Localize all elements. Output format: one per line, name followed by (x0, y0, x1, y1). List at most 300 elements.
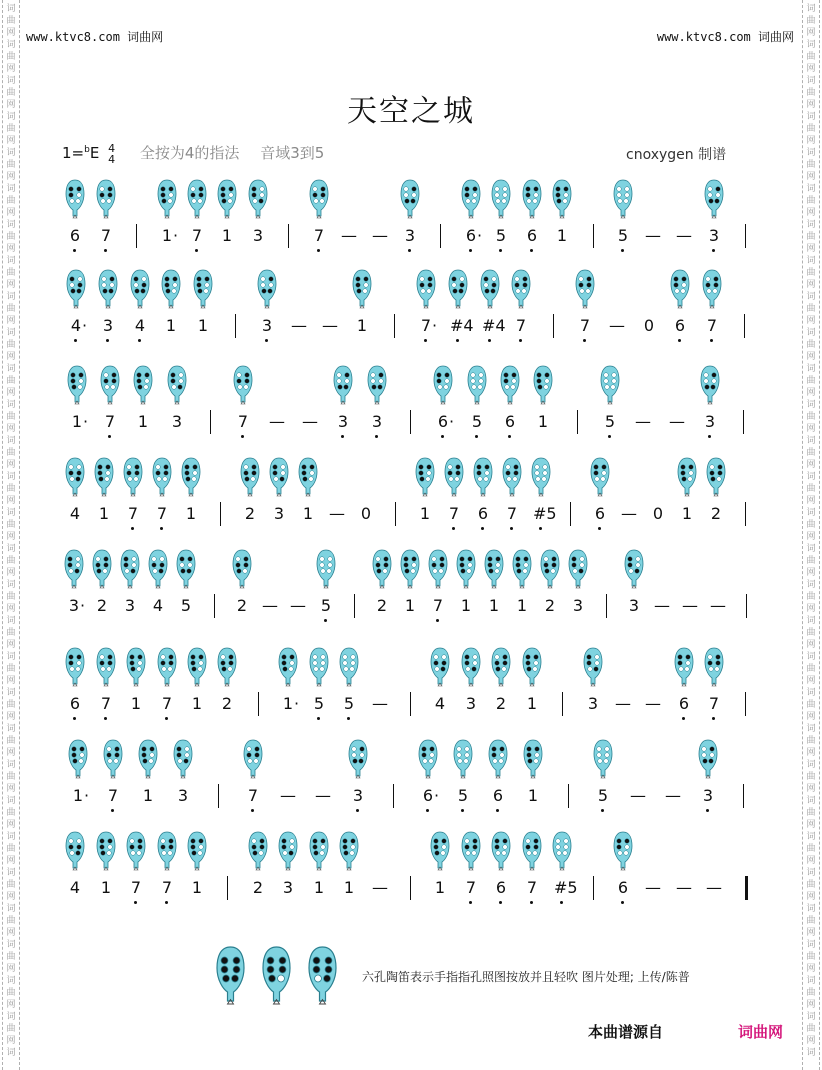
ocarina-fingering-icon (703, 178, 725, 220)
note-text: 7 (515, 316, 527, 335)
note-text: — (710, 596, 726, 615)
note-text: 7 (420, 316, 432, 335)
note-text: 7 (104, 412, 116, 431)
ocarina-fingering-icon (490, 830, 512, 872)
note (66, 596, 86, 615)
note-text: 1 (142, 786, 154, 805)
note-text: 1 (165, 316, 177, 335)
watermark-glyph: 曲 (6, 772, 16, 782)
sustain-dash (329, 504, 345, 523)
barline (220, 502, 221, 526)
flat-sign: b (84, 145, 90, 155)
watermark-glyph: 曲 (806, 412, 816, 422)
watermark-glyph: 网 (806, 748, 816, 758)
note-text: 4 (70, 316, 82, 335)
watermark-glyph: 词 (806, 652, 816, 662)
note-text: 3 (337, 412, 349, 431)
note (311, 694, 327, 713)
note-text: #5 (554, 878, 578, 897)
note-text: 1 (161, 226, 173, 245)
note (533, 504, 557, 523)
watermark-glyph: 曲 (806, 628, 816, 638)
ocarina-fingering-icon (93, 456, 115, 498)
note (525, 786, 541, 805)
low-octave-dot (265, 339, 268, 342)
note-text: 7 (100, 226, 112, 245)
barline (288, 224, 289, 248)
low-octave-dot (621, 249, 624, 252)
watermark-glyph: 词 (6, 328, 16, 338)
watermark-glyph: 词 (6, 580, 16, 590)
ocarina-fingering-icon (521, 646, 543, 688)
ocarina-fingering-icon (551, 178, 573, 220)
note-text: 5 (343, 694, 355, 713)
ocarina-fingering-icon (701, 268, 723, 310)
watermark-glyph: 网 (6, 424, 16, 434)
note (235, 412, 251, 431)
notation-row (60, 692, 760, 722)
watermark-glyph: 网 (6, 316, 16, 326)
watermark-glyph: 曲 (806, 232, 816, 242)
note-text: 5 (617, 226, 629, 245)
ocarina-fingering-icon (156, 178, 178, 220)
note-text: 3 (704, 412, 716, 431)
legend-ocarina-icon (260, 944, 293, 1014)
note-text: 0 (643, 316, 655, 335)
sustain-dash (372, 694, 388, 713)
augmentation-dot: · (449, 412, 455, 431)
site-link-right[interactable]: www.ktvc8.com 词曲网 (656, 30, 794, 44)
barline (258, 692, 259, 716)
note (102, 412, 118, 431)
watermark-glyph: 网 (806, 928, 816, 938)
note (602, 412, 618, 431)
watermark-glyph: 词 (6, 4, 16, 14)
ocarina-fingering-icon (64, 646, 86, 688)
watermark-glyph: 词 (6, 904, 16, 914)
watermark-glyph: 网 (806, 712, 816, 722)
ocarina-fingering-icon (132, 364, 154, 406)
ocarina-fingering-icon (599, 364, 621, 406)
note-text: 6 (477, 504, 489, 523)
watermark-glyph: 词 (6, 652, 16, 662)
note (463, 878, 479, 897)
ocarina-fingering-icon (156, 830, 178, 872)
low-octave-dot (708, 435, 711, 438)
watermark-glyph: 曲 (6, 1024, 16, 1034)
low-octave-dot (678, 339, 681, 342)
note-text: 1 (191, 694, 203, 713)
note (98, 226, 114, 245)
barline (235, 314, 236, 338)
low-octave-dot (682, 717, 685, 720)
watermark-glyph: 曲 (6, 844, 16, 854)
note (159, 878, 175, 897)
watermark-glyph: 曲 (6, 556, 16, 566)
ocarina-fingering-icon (452, 738, 474, 780)
sustain-dash (609, 316, 625, 335)
low-octave-dot (456, 339, 459, 342)
barline (746, 594, 747, 618)
sustain-dash (302, 412, 318, 431)
note (245, 786, 261, 805)
note-text: — (621, 504, 637, 523)
watermark-glyph: 曲 (6, 448, 16, 458)
low-octave-dot (104, 249, 107, 252)
low-octave-dot (251, 809, 254, 812)
watermark-glyph: 曲 (806, 520, 816, 530)
barline (577, 410, 578, 434)
note-text: 2 (252, 878, 264, 897)
note-text: 7 (107, 786, 119, 805)
low-octave-dot (341, 435, 344, 438)
watermark-glyph: 词 (806, 580, 816, 590)
note (250, 878, 266, 897)
song-title: 天空之城 (347, 94, 475, 129)
note-text: 2 (244, 504, 256, 523)
watermark-glyph: 网 (806, 856, 816, 866)
fingering-row (60, 548, 760, 594)
watermark-glyph: 网 (6, 568, 16, 578)
note-text: — (630, 786, 646, 805)
notation-row (60, 224, 760, 254)
low-octave-dot (317, 249, 320, 252)
watermark-glyph: 曲 (806, 772, 816, 782)
note (672, 316, 688, 335)
watermark-glyph: 网 (6, 1036, 16, 1046)
ocarina-fingering-icon (186, 830, 208, 872)
watermark-glyph: 曲 (806, 952, 816, 962)
watermark-glyph: 曲 (806, 16, 816, 26)
note-text: 5 (597, 786, 609, 805)
low-octave-dot (165, 901, 168, 904)
note-text: 6 (504, 412, 516, 431)
watermark-glyph: 网 (6, 820, 16, 830)
ocarina-fingering-icon (366, 364, 388, 406)
watermark-glyph: 网 (806, 892, 816, 902)
low-octave-dot (499, 249, 502, 252)
note (234, 596, 250, 615)
note-text: 3 (252, 226, 264, 245)
low-octave-dot (530, 249, 533, 252)
sustain-dash (615, 694, 631, 713)
ocarina-fingering-icon (490, 646, 512, 688)
barline (743, 784, 744, 808)
note (259, 316, 275, 335)
note (493, 694, 509, 713)
fingering-legend (214, 944, 344, 1014)
watermark-glyph: 曲 (6, 952, 16, 962)
ocarina-fingering-icon (97, 268, 119, 310)
note (354, 316, 370, 335)
watermark-glyph: 词 (6, 724, 16, 734)
note-text: 1 (313, 878, 325, 897)
ocarina-fingering-icon (532, 364, 554, 406)
watermark-glyph: 曲 (6, 412, 16, 422)
note-text: 4 (134, 316, 146, 335)
ocarina-fingering-icon (490, 178, 512, 220)
note-text: 6 (437, 412, 449, 431)
note (105, 786, 121, 805)
ocarina-fingering-icon (612, 178, 634, 220)
ocarina-fingering-icon (567, 548, 589, 590)
note-text: 1 (98, 504, 110, 523)
low-octave-dot (583, 339, 586, 342)
note-text: #4 (482, 316, 506, 335)
ocarina-fingering-icon (338, 646, 360, 688)
low-octave-dot (539, 527, 542, 530)
watermark-glyph: 词 (806, 832, 816, 842)
watermark-glyph: 网 (806, 964, 816, 974)
ocarina-fingering-icon (308, 178, 330, 220)
note (446, 504, 462, 523)
watermark-glyph: 网 (6, 964, 16, 974)
note (318, 596, 334, 615)
low-octave-dot (510, 527, 513, 530)
watermark-glyph: 网 (806, 136, 816, 146)
note (98, 694, 114, 713)
ocarina-fingering-icon (99, 364, 121, 406)
note-text: 4 (69, 878, 81, 897)
ocarina-fingering-icon (64, 178, 86, 220)
barline (393, 784, 394, 808)
low-octave-dot (452, 527, 455, 530)
ocarina-fingering-icon (247, 178, 269, 220)
note (140, 786, 156, 805)
fingering-row (60, 646, 760, 692)
watermark-glyph: 曲 (806, 556, 816, 566)
watermark-glyph: 词 (6, 760, 16, 770)
watermark-glyph: 曲 (6, 700, 16, 710)
ocarina-fingering-icon (95, 830, 117, 872)
note-text: 1 (681, 504, 693, 523)
note (154, 504, 170, 523)
note-text: 6 (617, 878, 629, 897)
barline (227, 876, 228, 900)
ocarina-fingering-icon (417, 738, 439, 780)
note (67, 694, 83, 713)
watermark-glyph: 词 (806, 112, 816, 122)
note-text: — (682, 596, 698, 615)
watermark-glyph: 词 (806, 508, 816, 518)
note-text: 6 (69, 694, 81, 713)
watermark-glyph: 网 (806, 28, 816, 38)
fingering-row (60, 364, 760, 410)
watermark-glyph: 网 (806, 424, 816, 434)
ocarina-fingering-icon (186, 178, 208, 220)
sustain-dash (665, 786, 681, 805)
watermark-glyph: 网 (6, 640, 16, 650)
watermark-glyph: 词 (806, 4, 816, 14)
low-octave-dot (111, 809, 114, 812)
time-beats: 4 (108, 141, 116, 155)
note-text: 6 (594, 504, 606, 523)
low-octave-dot (324, 619, 327, 622)
note (490, 786, 506, 805)
note (650, 504, 666, 523)
low-octave-dot (106, 339, 109, 342)
watermark-glyph: 词 (806, 472, 816, 482)
ocarina-fingering-icon (460, 178, 482, 220)
ocarina-fingering-icon (160, 268, 182, 310)
watermark-glyph: 曲 (6, 628, 16, 638)
note-text: — (315, 786, 331, 805)
watermark-glyph: 词 (806, 688, 816, 698)
note-text: 7 (506, 504, 518, 523)
note (455, 786, 471, 805)
watermark-glyph: 曲 (806, 376, 816, 386)
watermark-glyph: 词 (806, 364, 816, 374)
note (585, 694, 601, 713)
sustain-dash (315, 786, 331, 805)
source-label: 本曲谱源自 (588, 1023, 664, 1041)
ocarina-fingering-icon (510, 268, 532, 310)
ocarina-fingering-icon (673, 646, 695, 688)
watermark-glyph: 曲 (806, 52, 816, 62)
note (175, 786, 191, 805)
note-text: 2 (96, 596, 108, 615)
ocarina-fingering-icon (371, 548, 393, 590)
note (219, 226, 235, 245)
low-octave-dot (496, 809, 499, 812)
note (128, 694, 144, 713)
note (178, 596, 194, 615)
watermark-glyph: 词 (6, 292, 16, 302)
note (189, 878, 205, 897)
source-site-link[interactable]: 词曲网 (738, 1023, 784, 1041)
note (524, 694, 540, 713)
note-text: 6 (422, 786, 434, 805)
note (219, 694, 235, 713)
low-octave-dot (408, 249, 411, 252)
low-octave-dot (608, 435, 611, 438)
notation-row (60, 876, 760, 906)
watermark-glyph: 网 (806, 208, 816, 218)
watermark-glyph: 词 (806, 976, 816, 986)
note (554, 226, 570, 245)
watermark-glyph: 词 (6, 400, 16, 410)
note-text: 3 (404, 226, 416, 245)
watermark-glyph: 曲 (806, 592, 816, 602)
augmentation-dot: · (82, 316, 88, 335)
sustain-dash (669, 412, 685, 431)
watermark-glyph: 曲 (6, 880, 16, 890)
ocarina-fingering-icon (530, 456, 552, 498)
ocarina-fingering-icon (429, 830, 451, 872)
barline (210, 410, 211, 434)
note-text: 7 (432, 596, 444, 615)
watermark-glyph: 词 (6, 220, 16, 230)
note-text: — (635, 412, 651, 431)
note-text: 7 (100, 694, 112, 713)
note-text: — (645, 226, 661, 245)
watermark-glyph: 网 (6, 928, 16, 938)
note (311, 878, 327, 897)
ocarina-fingering-icon (499, 364, 521, 406)
watermark-glyph: 词 (6, 832, 16, 842)
ocarina-fingering-icon (308, 830, 330, 872)
note-text: 1 (526, 694, 538, 713)
note-text: 6 (69, 226, 81, 245)
sustain-dash (682, 596, 698, 615)
barline (593, 224, 594, 248)
site-link-left[interactable]: www.ktvc8.com 词曲网 (26, 30, 164, 44)
note (570, 596, 586, 615)
low-octave-dot (499, 901, 502, 904)
watermark-glyph: 词 (806, 940, 816, 950)
watermark-glyph: 曲 (6, 88, 16, 98)
note-text: 5 (471, 412, 483, 431)
watermark-glyph: 网 (6, 64, 16, 74)
note (183, 504, 199, 523)
watermark-glyph: 网 (6, 28, 16, 38)
note-text: 1 (434, 878, 446, 897)
low-octave-dot (706, 809, 709, 812)
watermark-glyph: 网 (806, 460, 816, 470)
ocarina-fingering-icon (166, 364, 188, 406)
note-text: 7 (465, 878, 477, 897)
note (311, 226, 327, 245)
legend-caption: 六孔陶笛表示手指指孔照图按放并且轻吹 图片处理; 上传/陈普 (362, 970, 690, 984)
note (189, 226, 205, 245)
sustain-dash (269, 412, 285, 431)
note-text: 1 (460, 596, 472, 615)
watermark-glyph: 词 (806, 256, 816, 266)
note-text: 1 (71, 412, 83, 431)
watermark-glyph: 词 (6, 256, 16, 266)
watermark-glyph: 词 (806, 796, 816, 806)
watermark-glyph: 曲 (806, 448, 816, 458)
augmentation-dot: · (80, 596, 86, 615)
watermark-glyph: 词 (6, 940, 16, 950)
note-text: 3 (282, 878, 294, 897)
ocarina-fingering-icon (64, 830, 86, 872)
note-text: 1 (302, 504, 314, 523)
note-text: — (269, 412, 285, 431)
note-text: 5 (457, 786, 469, 805)
note-text: 1 (191, 878, 203, 897)
watermark-glyph: 网 (806, 676, 816, 686)
ocarina-fingering-icon (231, 548, 253, 590)
low-octave-dot (74, 339, 77, 342)
note (475, 504, 491, 523)
note-text: 1 (282, 694, 294, 713)
key-name: E (89, 144, 100, 162)
ocarina-fingering-icon (351, 268, 373, 310)
ocarina-fingering-icon (703, 646, 725, 688)
ocarina-fingering-icon (427, 548, 449, 590)
barline (562, 692, 563, 716)
ocarina-fingering-icon (180, 456, 202, 498)
watermark-glyph: 词 (806, 904, 816, 914)
note-text: 1 (356, 316, 368, 335)
note-text: 2 (495, 694, 507, 713)
note (68, 316, 88, 335)
watermark-glyph: 曲 (6, 376, 16, 386)
ocarina-fingering-icon (129, 268, 151, 310)
note-text: — (329, 504, 345, 523)
notation-row (60, 784, 760, 814)
watermark-glyph: 曲 (6, 736, 16, 746)
note (67, 226, 83, 245)
low-octave-dot (138, 339, 141, 342)
note-text: 3 (587, 694, 599, 713)
note (706, 694, 722, 713)
barline (218, 784, 219, 808)
ocarina-fingering-icon (539, 548, 561, 590)
barline (745, 502, 746, 526)
note-text: — (341, 226, 357, 245)
